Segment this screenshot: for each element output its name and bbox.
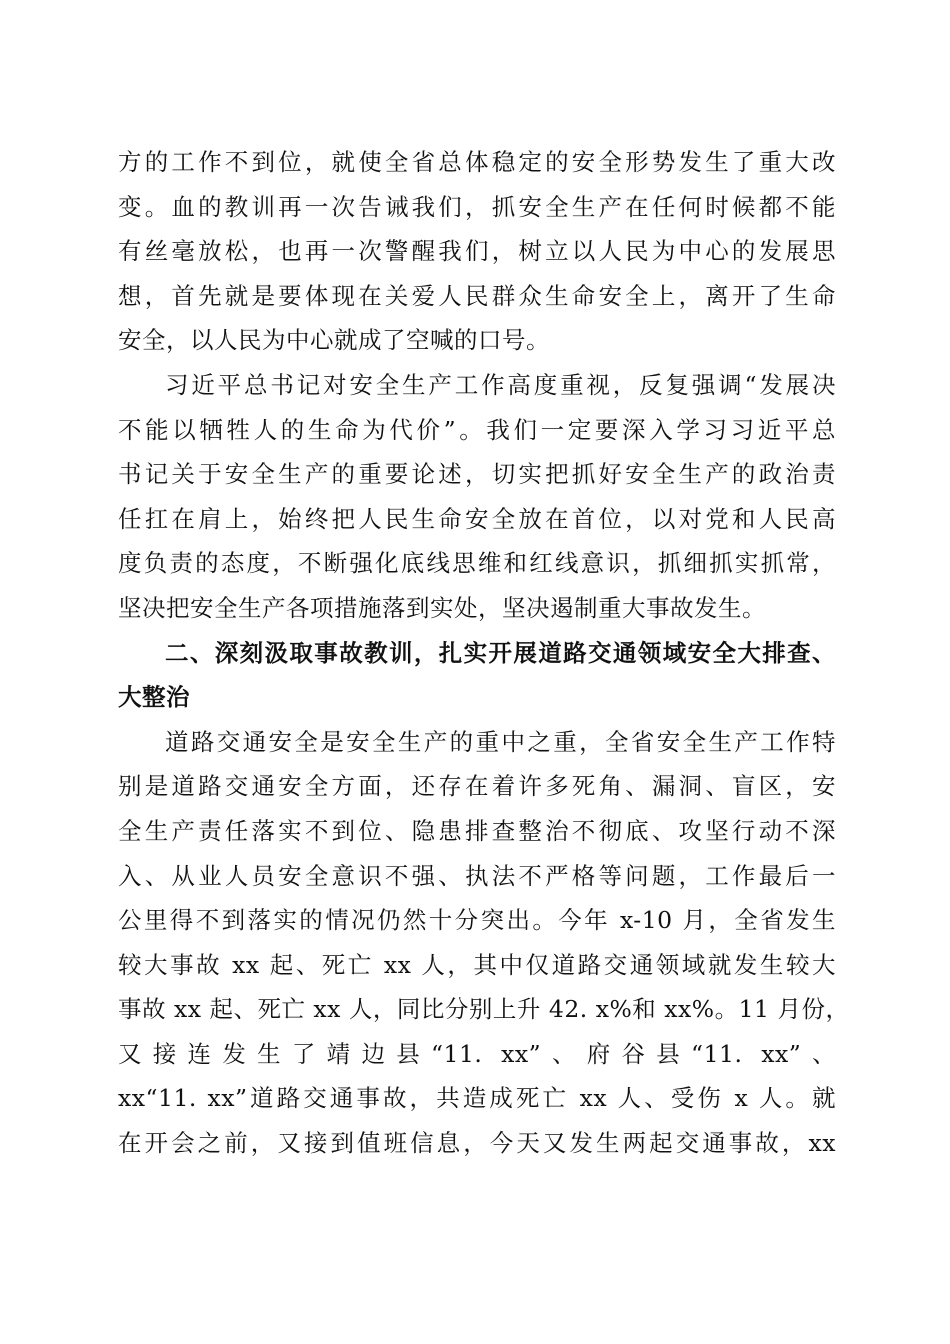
text-line: 度负责的态度，不断强化底线思维和红线意识，抓细抓实抓常， bbox=[118, 549, 836, 578]
text-line: 任扛在肩上，始终把人民生命安全放在首位，以对党和人民高 bbox=[118, 504, 836, 533]
text-line: 公里得不到落实的情况仍然十分突出。今年 x-10 月，全省发生 bbox=[118, 906, 836, 935]
text-line: 不能以牺牲人的生命为代价”。我们一定要深入学习习近平总 bbox=[118, 415, 836, 444]
text-line: 想，首先就是要体现在关爱人民群众生命安全上，离开了生命 bbox=[118, 281, 836, 310]
heading-line: 大整治 bbox=[118, 683, 190, 712]
document-page bbox=[118, 140, 850, 1166]
text-line: 书记关于安全生产的重要论述，切实把抓好安全生产的政治责 bbox=[118, 460, 836, 489]
paragraph-safety-priority bbox=[118, 363, 836, 631]
text-line: 又接连发生了靖边县“11. xx”、府谷县“11. xx”、 bbox=[118, 1039, 836, 1068]
text-line: 习近平总书记对安全生产工作高度重视，反复强调“发展决 bbox=[165, 370, 836, 399]
text-line: 方的工作不到位，就使全省总体稳定的安全形势发生了重大改 bbox=[118, 148, 836, 176]
text-line: 全生产责任落实不到位、隐患排查整治不彻底、攻坚行动不深 bbox=[118, 816, 836, 845]
paragraph-road-traffic bbox=[118, 720, 850, 1166]
section-heading bbox=[118, 631, 836, 720]
text-line: 入、从业人员安全意识不强、执法不严格等问题，工作最后一 bbox=[118, 861, 836, 890]
text-line: 在开会之前，又接到值班信息，今天又发生两起交通事故，xx bbox=[118, 1129, 836, 1158]
text-line: 变。血的教训再一次告诫我们，抓安全生产在任何时候都不能 bbox=[118, 192, 836, 221]
text-line: 有丝毫放松，也再一次警醒我们，树立以人民为中心的发展思 bbox=[118, 237, 836, 266]
heading-line: 二、深刻汲取事故教训，扎实开展道路交通领域安全大排查、 bbox=[165, 638, 836, 667]
paragraph-continued bbox=[118, 140, 836, 363]
text-line: 别是道路交通安全方面，还存在着许多死角、漏洞、盲区，安 bbox=[118, 772, 836, 801]
text-line: 道路交通安全是安全生产的重中之重，全省安全生产工作特 bbox=[165, 727, 836, 756]
text-line: 事故 xx 起、死亡 xx 人，同比分别上升 42. x%和 xx%。11 月份， bbox=[118, 995, 850, 1024]
text-line: xx“11. xx”道路交通事故，共造成死亡 xx 人、受伤 x 人。就 bbox=[118, 1084, 836, 1113]
text-line: 较大事故 xx 起、死亡 xx 人，其中仅道路交通领域就发生较大 bbox=[118, 950, 836, 979]
text-line: 安全，以人民为中心就成了空喊的口号。 bbox=[118, 326, 550, 355]
text-line: 坚决把安全生产各项措施落到实处，坚决遏制重大事故发生。 bbox=[118, 593, 766, 622]
